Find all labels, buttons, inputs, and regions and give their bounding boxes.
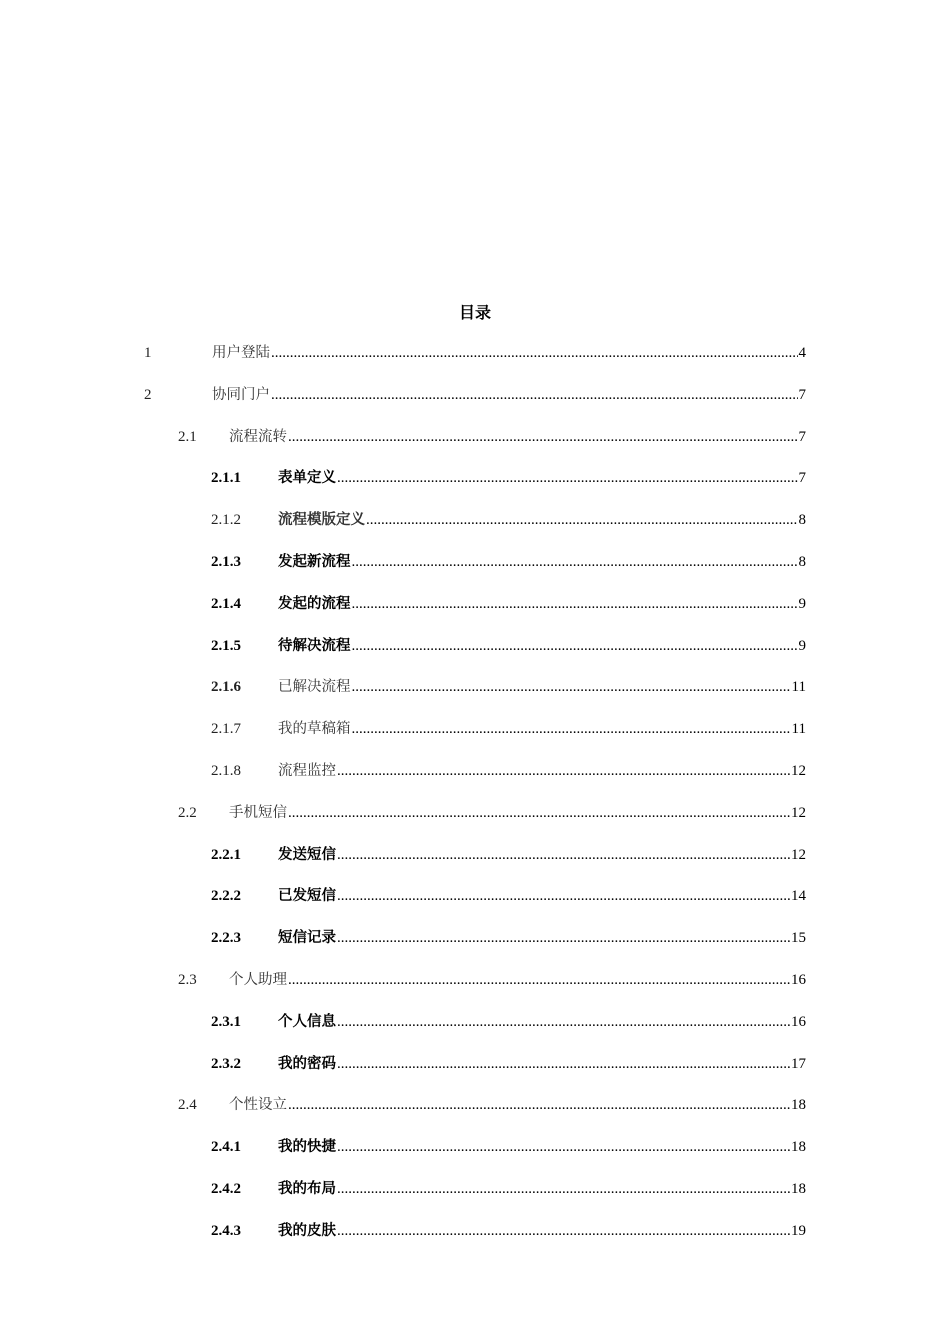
toc-entry-label: 发送短信 (278, 846, 336, 863)
toc-entry[interactable] (0, 382, 950, 424)
toc-entry-page: 7 (798, 470, 806, 487)
toc-dot-leader (366, 507, 798, 533)
toc-dot-leader (288, 1092, 790, 1118)
toc-entry-number: 2.1.4 (211, 595, 241, 612)
toc-entry[interactable] (0, 674, 950, 716)
toc-entry-page: 11 (791, 679, 806, 696)
toc-entry-number: 2.1.1 (211, 470, 241, 487)
toc-entry-number: 2.2.1 (211, 846, 241, 863)
toc-entry-page: 12 (791, 846, 806, 863)
toc-entry-label: 待解决流程 (278, 637, 351, 654)
toc-entry-number: 2 (144, 386, 152, 403)
toc-dot-leader (288, 424, 798, 450)
toc-entry-number: 2.1.6 (211, 679, 241, 696)
toc-entry-page: 11 (791, 721, 806, 738)
toc-entry[interactable] (0, 925, 950, 967)
toc-entry[interactable] (0, 842, 950, 884)
toc-dot-leader (337, 883, 790, 909)
toc-entry-number: 2.3 (178, 971, 197, 988)
toc-entry-label: 我的布局 (278, 1180, 336, 1197)
toc-entry-label: 发起新流程 (278, 553, 351, 570)
toc-entry-number: 2.1 (178, 428, 197, 445)
toc-entry-page: 7 (798, 386, 806, 403)
toc-dot-leader (337, 465, 798, 491)
toc-entry-page: 14 (791, 888, 806, 905)
toc-dot-leader (337, 758, 790, 784)
toc-entry-page: 12 (791, 762, 806, 779)
toc-entry-label: 个性设立 (229, 1097, 287, 1114)
toc-entry-number: 2.1.2 (211, 512, 241, 529)
toc-entry[interactable] (0, 591, 950, 633)
toc-entry-page: 17 (791, 1055, 806, 1072)
toc-entry[interactable] (0, 1092, 950, 1134)
toc-dot-leader (337, 1051, 790, 1077)
toc-entry-label: 手机短信 (229, 804, 287, 821)
toc-dot-leader (271, 382, 798, 408)
toc-entry-page: 4 (798, 345, 806, 361)
toc-entry[interactable] (0, 465, 950, 507)
toc-entry-label: 我的皮肤 (278, 1222, 336, 1239)
toc-entry[interactable] (0, 1134, 950, 1176)
toc-entry-number: 2.4.2 (211, 1180, 241, 1197)
toc-entry[interactable] (0, 758, 950, 800)
toc-entry-label: 我的密码 (278, 1055, 336, 1072)
toc-entry-label: 我的草稿箱 (278, 721, 351, 738)
toc-entry-page: 12 (791, 804, 806, 821)
toc-entry[interactable] (0, 424, 950, 466)
toc-entry[interactable] (0, 1009, 950, 1051)
toc-entry[interactable] (0, 883, 950, 925)
toc-entry-label: 流程流转 (229, 428, 287, 445)
toc-dot-leader (352, 549, 798, 575)
toc-entry-page: 7 (798, 428, 806, 445)
toc-entry-number: 2.2.2 (211, 888, 241, 905)
toc-dot-leader (288, 800, 790, 826)
toc-entry-label: 流程监控 (278, 762, 336, 779)
toc-entry-page: 18 (791, 1097, 806, 1114)
toc-entry-page: 15 (791, 930, 806, 947)
toc-entry[interactable] (0, 800, 950, 842)
toc-entry-number: 2.1.7 (211, 721, 241, 738)
toc-entry-page: 8 (798, 512, 806, 529)
toc-entry-number: 2.4.3 (211, 1222, 241, 1239)
toc-entry-label: 用户登陆 (212, 345, 270, 361)
toc-entry-label: 我的快捷 (278, 1139, 336, 1156)
toc-entry[interactable] (0, 1051, 950, 1093)
toc-dot-leader (337, 925, 790, 951)
toc-list (0, 340, 950, 1260)
toc-dot-leader (337, 1009, 790, 1035)
toc-entry-page: 9 (798, 595, 806, 612)
toc-entry-page: 16 (791, 1013, 806, 1030)
toc-entry-number: 2.2.3 (211, 930, 241, 947)
toc-entry-label: 个人助理 (229, 971, 287, 988)
toc-dot-leader (288, 967, 790, 993)
toc-dot-leader (337, 1218, 790, 1244)
toc-dot-leader (337, 1134, 790, 1160)
toc-entry-number: 2.1.3 (211, 553, 241, 570)
toc-entry[interactable] (0, 549, 950, 591)
toc-entry-label: 流程模版定义 (278, 512, 365, 529)
toc-dot-leader (337, 1176, 790, 1202)
toc-entry-number: 2.1.8 (211, 762, 241, 779)
toc-dot-leader (352, 716, 791, 742)
toc-entry-number: 2.3.1 (211, 1013, 241, 1030)
toc-entry-label: 协同门户 (212, 386, 270, 403)
toc-entry-page: 8 (798, 553, 806, 570)
toc-entry[interactable] (0, 1218, 950, 1260)
toc-dot-leader (352, 633, 798, 659)
toc-entry-label: 表单定义 (278, 470, 336, 487)
toc-entry-label: 发起的流程 (278, 595, 351, 612)
toc-entry[interactable] (0, 716, 950, 758)
toc-entry-label: 短信记录 (278, 930, 336, 947)
toc-dot-leader (352, 591, 798, 617)
toc-entry[interactable] (0, 340, 950, 382)
toc-entry-number: 1 (144, 345, 152, 361)
toc-dot-leader (352, 674, 791, 700)
toc-entry[interactable] (0, 633, 950, 675)
toc-entry-label: 已解决流程 (278, 679, 351, 696)
toc-title: 目录 (458, 303, 491, 322)
toc-entry-number: 2.4 (178, 1097, 197, 1114)
toc-entry[interactable] (0, 507, 950, 549)
toc-entry-number: 2.4.1 (211, 1139, 241, 1156)
toc-entry[interactable] (0, 967, 950, 1009)
toc-entry-page: 9 (798, 637, 806, 654)
toc-entry-number: 2.2 (178, 804, 197, 821)
toc-entry-number: 2.3.2 (211, 1055, 241, 1072)
toc-dot-leader (337, 842, 790, 868)
toc-dot-leader (271, 340, 798, 366)
toc-entry-number: 2.1.5 (211, 637, 241, 654)
toc-entry-page: 16 (791, 971, 806, 988)
toc-entry-page: 18 (791, 1139, 806, 1156)
toc-entry-label: 个人信息 (278, 1013, 336, 1030)
toc-entry-page: 18 (791, 1180, 806, 1197)
toc-entry-label: 已发短信 (278, 888, 336, 905)
toc-entry-page: 19 (791, 1222, 806, 1239)
toc-entry[interactable] (0, 1176, 950, 1218)
